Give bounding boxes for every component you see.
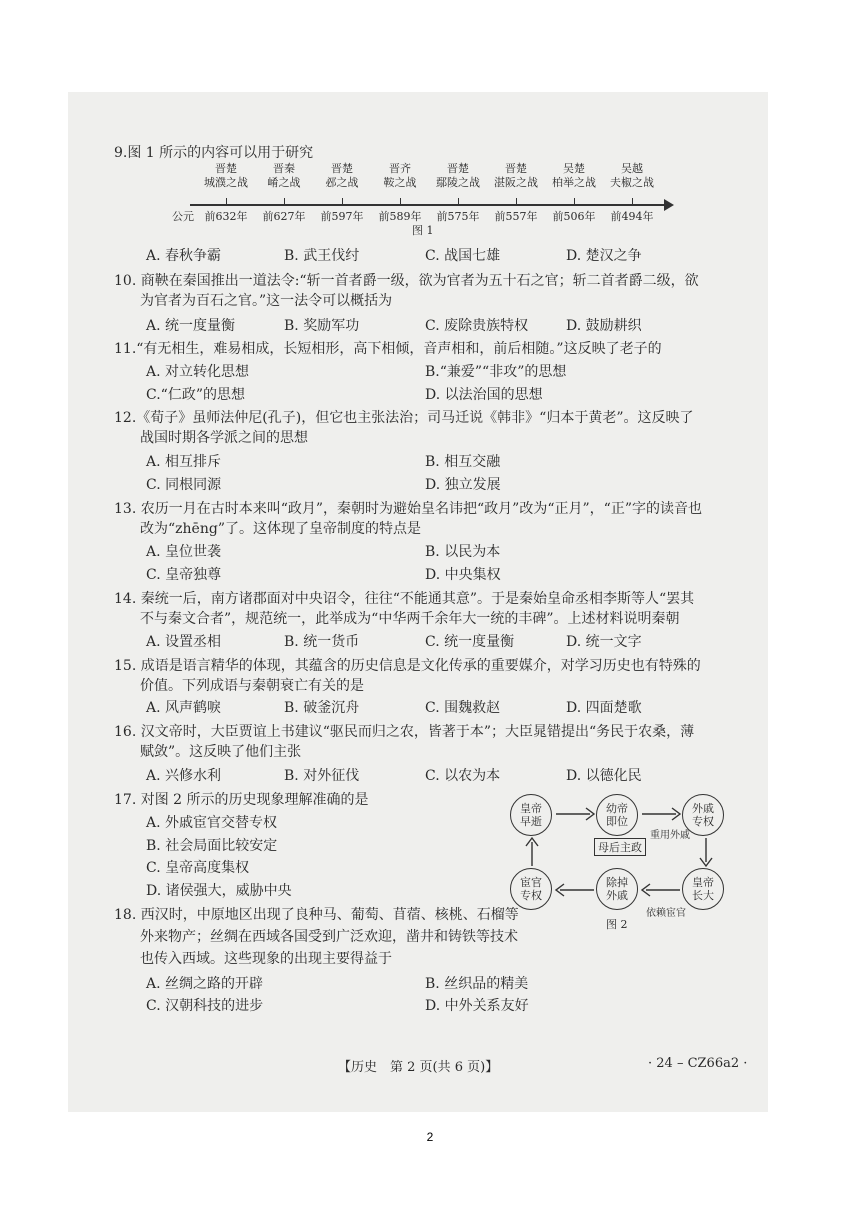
q11-option-a: A. 对立转化思想: [146, 364, 250, 380]
timeline-tick: [400, 198, 401, 206]
arrow-up-icon: [526, 838, 538, 866]
q10-option-d: D. 鼓励耕织: [566, 318, 642, 334]
footer-code: · 24 – CZ66a2 ·: [648, 1056, 748, 1071]
q13-option-d: D. 中央集权: [425, 567, 501, 583]
node-remove-consort-clan: 除掉 外戚: [596, 868, 638, 910]
q11-option-c: C.“仁政”的思想: [146, 387, 245, 403]
question-10-stem: 10. 商鞅在秦国推出一道法令:“斩一首者爵一级，欲为官者为五十石之官；斩二首者爵二级，欲为官者为百石之官。”这一法令可以概括为: [114, 273, 699, 309]
q16-option-d: D. 以德化民: [566, 768, 642, 784]
q13-option-b: B. 以民为本: [425, 544, 501, 560]
label-rely-consort: 重用外戚: [650, 830, 690, 841]
arrow-right-icon: [556, 808, 594, 820]
timeline-event-label: 晋楚 城濮之战: [204, 162, 248, 189]
timeline-event-label: 晋楚 鄢陵之战: [436, 162, 480, 189]
node-eunuch-power: 宦官 专权: [510, 868, 552, 910]
q18-option-d: D. 中外关系友好: [425, 998, 529, 1014]
q17-option-a: A. 外戚宦官交替专权: [146, 815, 278, 831]
q9-option-c: C. 战国七雄: [425, 248, 501, 264]
q16-option-b: B. 对外征伐: [284, 768, 360, 784]
timeline-tick: [226, 198, 227, 206]
q13-option-a: A. 皇位世袭: [146, 544, 222, 560]
q18-option-b: B. 丝织品的精美: [425, 976, 529, 992]
q15-option-a: A. 风声鹤唳: [146, 700, 222, 716]
question-18-stem: 18. 西汉时，中原地区出现了良种马、葡萄、苜蓿、核桃、石榴等外来物产；丝绸在西域各国受到广泛欢迎，凿井和铸铁等技术也传入西域。这些现象的出现主要得益于: [114, 907, 519, 967]
q12-option-c: C. 同根同源: [146, 477, 222, 493]
question-15-stem: 15. 成语是语言精华的体现，其蕴含的历史信息是文化传承的重要媒介，对学习历史也有特殊的价值。下列成语与秦朝衰亡有关的是: [114, 658, 701, 694]
q15-option-d: D. 四面楚歌: [566, 700, 642, 716]
arrow-down-icon: [700, 838, 712, 866]
question-12-stem: 12.《荀子》虽师法仲尼(孔子)，但它也主张法治；司马迁说《韩非》“归本于黄老”。这反映了战国时期各学派之间的思想: [114, 410, 694, 446]
flow-diagram-figure-2: [508, 792, 732, 932]
timeline-year-label: 前575年: [436, 210, 480, 223]
timeline-event-label: 晋秦 崤之战: [267, 162, 301, 189]
timeline-tick: [458, 198, 459, 206]
node-emperor-dies-early: 皇帝 早逝: [510, 794, 552, 836]
timeline-year-label: 前494年: [610, 210, 654, 223]
q14-option-d: D. 统一文字: [566, 634, 642, 650]
timeline-era-label: 公元: [172, 210, 194, 223]
timeline-event-label: 吴越 夫椒之战: [610, 162, 654, 189]
q16-option-a: A. 兴修水利: [146, 768, 222, 784]
node-child-emperor: 幼帝 即位: [596, 794, 638, 836]
q9-option-a: A. 春秋争霸: [146, 248, 222, 264]
timeline-year-label: 前589年: [378, 210, 422, 223]
question-17-stem: 17. 对图 2 所示的历史现象理解准确的是: [114, 792, 369, 808]
arrow-right-icon: [642, 808, 680, 820]
timeline-year-label: 前506年: [552, 210, 596, 223]
node-consort-clan-power: 外戚 专权: [682, 794, 724, 836]
timeline-year-label: 前627年: [262, 210, 306, 223]
question-13-stem: 13. 农历一月在古时本来叫“政月”，秦朝时为避始皇名讳把“政月”改为“正月”，“正”字的读音也改为“zhēng”了。这体现了皇帝制度的特点是: [114, 501, 702, 537]
timeline-axis: [190, 204, 666, 206]
arrow-left-icon: [642, 884, 680, 896]
q14-option-a: A. 设置丞相: [146, 634, 222, 650]
q9-option-d: D. 楚汉之争: [566, 248, 642, 264]
figure-1-caption: 图 1: [412, 224, 434, 237]
timeline-tick: [574, 198, 575, 206]
timeline-year-label: 前597年: [320, 210, 364, 223]
question-9-stem: 9.图 1 所示的内容可以用于研究: [114, 145, 314, 161]
node-emperor-grows-up: 皇帝 长大: [682, 868, 724, 910]
question-11-stem: 11.“有无相生，难易相成，长短相形，高下相倾，音声相和，前后相随。”这反映了老子的: [114, 341, 662, 357]
q17-option-b: B. 社会局面比较安定: [146, 838, 278, 854]
label-rely-eunuch: 依赖宦官: [646, 908, 686, 919]
q18-option-a: A. 丝绸之路的开辟: [146, 976, 264, 992]
q14-option-c: C. 统一度量衡: [425, 634, 515, 650]
q18-option-c: C. 汉朝科技的进步: [146, 998, 264, 1014]
timeline-event-label: 晋楚 邲之战: [325, 162, 359, 189]
q13-option-c: C. 皇帝独尊: [146, 567, 222, 583]
question-16-stem: 16. 汉文帝时，大臣贾谊上书建议“驱民而归之农，皆著于本”；大臣晁错提出“务民于农桑，薄赋敛”。这反映了他们主张: [114, 724, 695, 760]
q17-option-d: D. 诸侯强大，威胁中央: [146, 883, 292, 899]
q14-option-b: B. 统一货币: [284, 634, 360, 650]
timeline-year-label: 前632年: [204, 210, 248, 223]
q15-option-c: C. 围魏救赵: [425, 700, 501, 716]
q12-option-d: D. 独立发展: [425, 477, 501, 493]
empress-dowager-box: 母后主政: [594, 838, 646, 856]
q11-option-d: D. 以法治国的思想: [425, 387, 543, 403]
q10-option-b: B. 奖励军功: [284, 318, 360, 334]
timeline-event-label: 吴楚 柏举之战: [552, 162, 596, 189]
q10-option-c: C. 废除贵族特权: [425, 318, 529, 334]
timeline-arrow-icon: [664, 199, 674, 211]
q11-option-b: B.“兼爱”“非攻”的思想: [425, 364, 567, 380]
timeline-tick: [342, 198, 343, 206]
timeline-year-label: 前557年: [494, 210, 538, 223]
q9-option-b: B. 武王伐纣: [284, 248, 360, 264]
timeline-tick: [632, 198, 633, 206]
q12-option-b: B. 相互交融: [425, 454, 501, 470]
question-14-stem: 14. 秦统一后，南方诸郡面对中央诏令，往往“不能通其意”。于是秦始皇命丞相李斯等人“罢其不与秦文合者”，规范统一，此举成为“中华两千余年大一统的丰碑”。上述材料说明秦朝: [114, 591, 695, 627]
timeline-tick: [284, 198, 285, 206]
timeline-tick: [516, 198, 517, 206]
timeline-event-label: 晋楚 湛阪之战: [494, 162, 538, 189]
q10-option-a: A. 统一度量衡: [146, 318, 236, 334]
arrow-left-icon: [556, 884, 594, 896]
timeline-event-label: 晋齐 鞍之战: [383, 162, 417, 189]
q16-option-c: C. 以农为本: [425, 768, 501, 784]
page-number: 2: [426, 1130, 434, 1144]
q17-option-c: C. 皇帝高度集权: [146, 860, 250, 876]
footer-subject-page: 【历史 第 2 页(共 6 页)】: [338, 1060, 499, 1075]
q12-option-a: A. 相互排斥: [146, 454, 222, 470]
figure-2-caption: 图 2: [606, 918, 628, 931]
q15-option-b: B. 破釜沉舟: [284, 700, 360, 716]
